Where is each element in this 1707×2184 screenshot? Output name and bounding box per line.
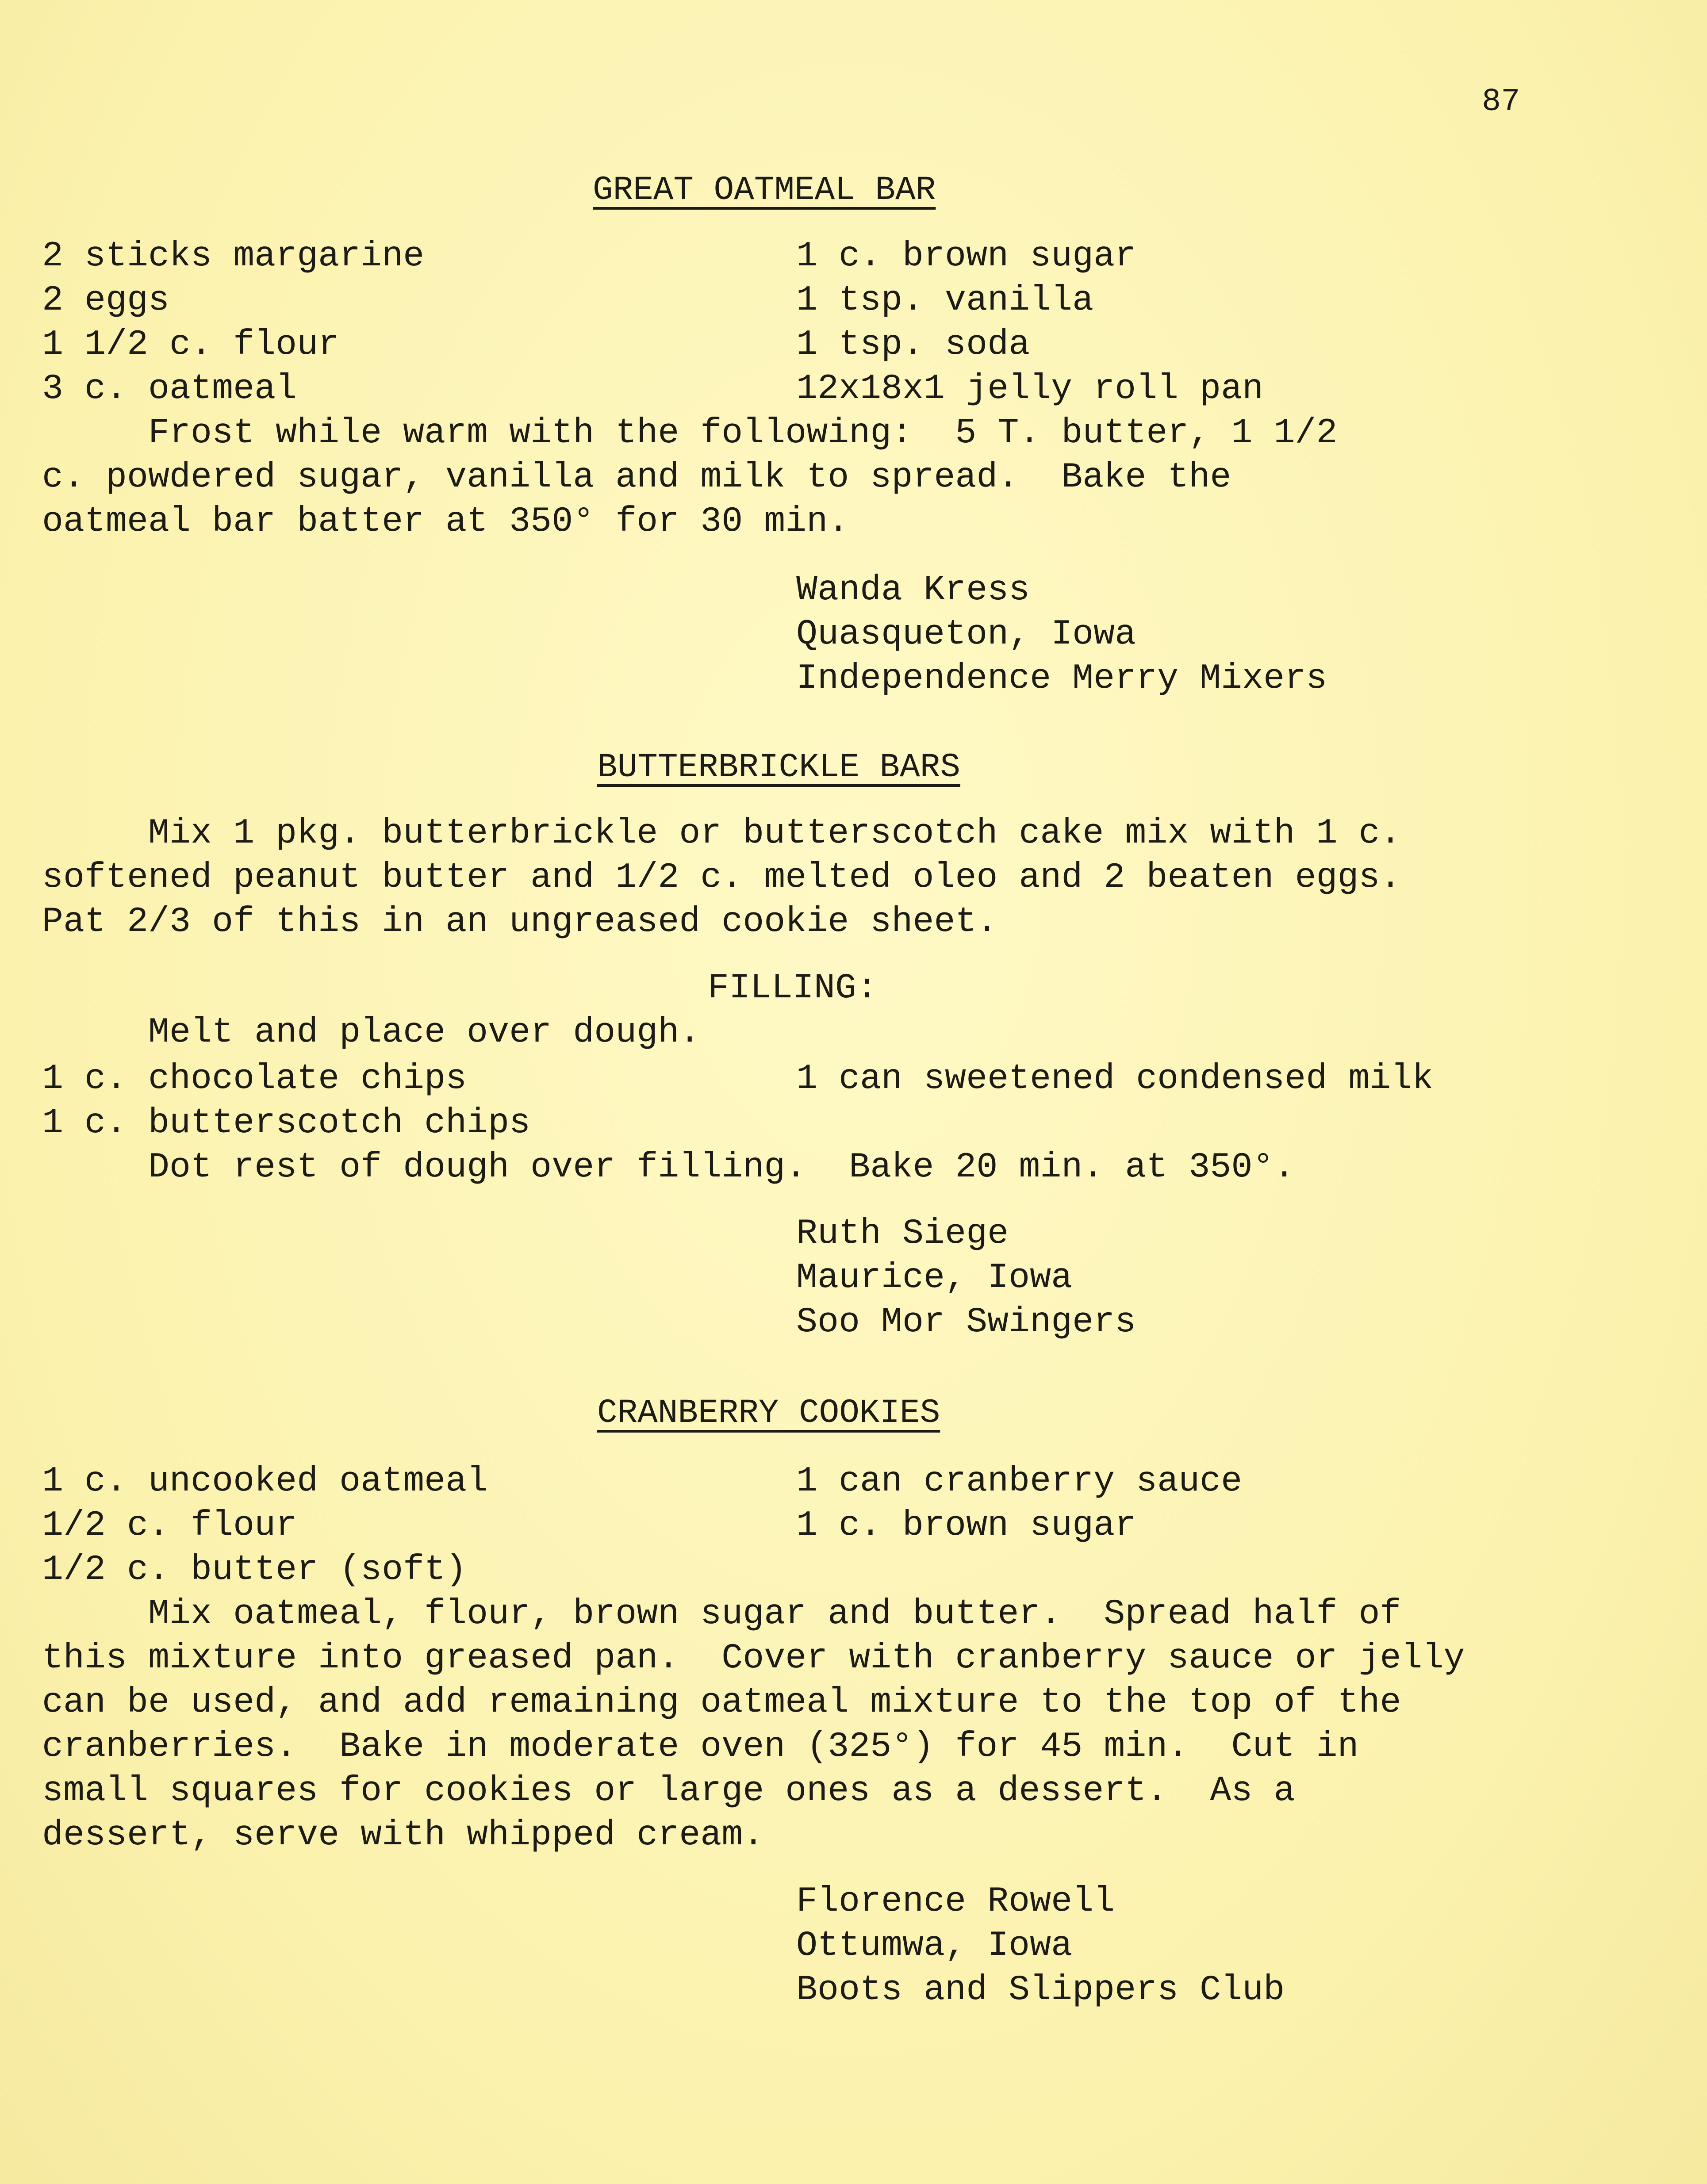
ingredient: 1/2 c. butter (soft) [42,1550,467,1590]
ingredient: 1 c. chocolate chips [42,1059,467,1099]
contributor-name: Florence Rowell [796,1881,1115,1922]
direction-line: can be used, and add remaining oatmeal mixture to the top of the [42,1682,1401,1723]
ingredient: 1 can cranberry sauce [796,1461,1243,1502]
direction-line: small squares for cookies or large ones as a dessert. As a [42,1771,1295,1811]
ingredient: 1/2 c. flour [42,1506,297,1546]
contributor-club: Boots and Slippers Club [796,1970,1285,2010]
contributor-club: Soo Mor Swingers [796,1302,1136,1342]
direction-line: c. powdered sugar, vanilla and milk to spread. Bake the [42,457,1231,498]
ingredient: 1 c. brown sugar [796,1506,1136,1546]
ingredient: 2 sticks margarine [42,236,425,276]
direction-line: dessert, serve with whipped cream. [42,1815,764,1855]
direction-line: Pat 2/3 of this in an ungreased cookie sheet. [42,902,998,942]
ingredient: 1 tsp. vanilla [796,280,1094,321]
contributor-town: Ottumwa, Iowa [796,1926,1073,1966]
ingredient: 1 c. uncooked oatmeal [42,1461,488,1502]
contributor-town: Maurice, Iowa [796,1258,1073,1298]
recipe-title: GREAT OATMEAL BAR [593,171,936,209]
ingredient: 1 c. butterscotch chips [42,1103,531,1143]
ingredient: 12x18x1 jelly roll pan [796,369,1264,409]
recipe-title: CRANBERRY COOKIES [597,1394,940,1432]
contributor-name: Ruth Siege [796,1214,1009,1254]
direction-line: Mix 1 pkg. butterbrickle or butterscotch cake mix with 1 c. [42,813,1401,854]
ingredient: 1 tsp. soda [796,325,1030,365]
ingredient: 1 can sweetened condensed milk [796,1059,1434,1099]
filling-heading: FILLING: [708,968,878,1008]
direction-line: Mix oatmeal, flour, brown sugar and butter. Spread half of [42,1594,1401,1634]
direction-line: softened peanut butter and 1/2 c. melted oleo and 2 beaten eggs. [42,858,1401,898]
ingredient: 2 eggs [42,280,170,321]
page-number: 87 [1482,84,1520,120]
direction-line: Frost while warm with the following: 5 T. butter, 1 1/2 [42,413,1338,453]
contributor-club: Independence Merry Mixers [796,659,1327,699]
ingredient: 3 c. oatmeal [42,369,297,409]
ingredient: 1 1/2 c. flour [42,325,340,365]
contributor-town: Quasqueton, Iowa [796,614,1136,655]
recipe-title: BUTTERBRICKLE BARS [597,748,960,786]
direction-line: cranberries. Bake in moderate oven (325°) for 45 min. Cut in [42,1727,1359,1767]
contributor-name: Wanda Kress [796,570,1030,610]
direction-line: oatmeal bar batter at 350° for 30 min. [42,502,849,542]
filling-intro: Melt and place over dough. [42,1012,701,1053]
direction-line: Dot rest of dough over filling. Bake 20 min. at 350°. [42,1147,1295,1188]
direction-line: this mixture into greased pan. Cover with cranberry sauce or jelly [42,1638,1465,1678]
ingredient: 1 c. brown sugar [796,236,1136,276]
